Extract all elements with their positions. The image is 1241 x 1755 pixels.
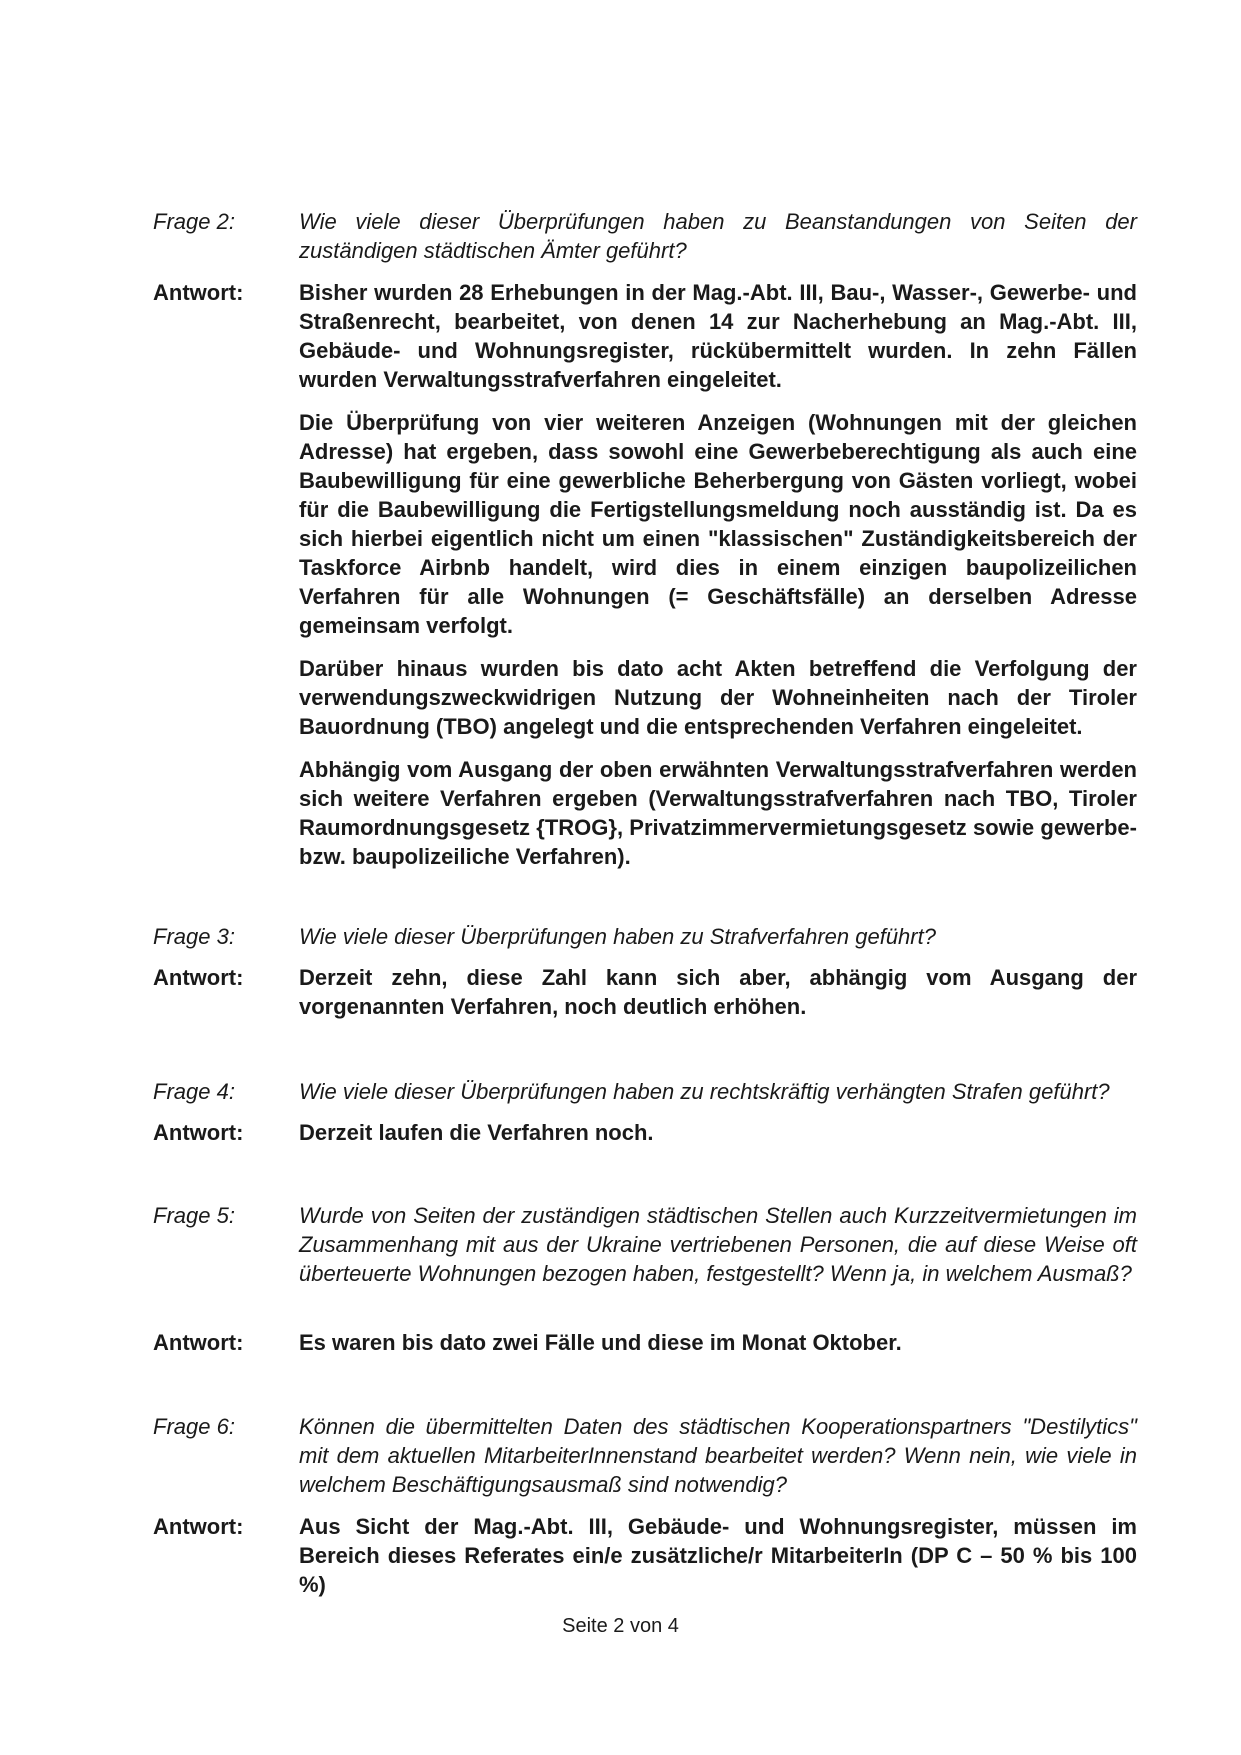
answer-text: Derzeit laufen die Verfahren noch. bbox=[299, 1120, 654, 1145]
answer-label: Antwort: bbox=[153, 1330, 244, 1355]
answer-3 bbox=[153, 963, 1138, 1021]
answer-label: Antwort: bbox=[153, 965, 244, 990]
question-text: Wie viele dieser Überprüfungen haben zu Strafverfahren geführt? bbox=[299, 924, 936, 949]
question-text: Wurde von Seiten der zuständigen städtischen Stellen auch Kurzzeitvermietungen im Zusammenhang mit aus der Ukraine vertriebenen Personen, die auf diese Weise oft überteuerte Wohnungen bezogen haben, festgestellt? Wenn ja, in welchem Ausmaß? bbox=[299, 1203, 1137, 1286]
question-text: Können die übermittelten Daten des städtischen Kooperationspartners "Destilytics" mit dem aktuellen MitarbeiterInnenstand bearbeitet werden? Wenn nein, wie viele in welchem Beschäftigungsausmaß sind notwendig? bbox=[299, 1414, 1137, 1497]
answer-label: Antwort: bbox=[153, 280, 244, 305]
answer-6 bbox=[153, 1512, 1138, 1599]
question-6 bbox=[153, 1412, 1138, 1499]
answer-5 bbox=[153, 1328, 1138, 1357]
question-4 bbox=[153, 1077, 1138, 1106]
question-text: Wie viele dieser Überprüfungen haben zu rechtskräftig verhängten Strafen geführt? bbox=[299, 1079, 1110, 1104]
question-text: Wie viele dieser Überprüfungen haben zu Beanstandungen von Seiten der zuständigen städtischen Ämter geführt? bbox=[299, 209, 1137, 263]
question-2 bbox=[153, 207, 1138, 265]
question-label: Frage 5: bbox=[153, 1203, 235, 1228]
answer-paragraph: Darüber hinaus wurden bis dato acht Akten betreffend die Verfolgung der verwendungszweckwidrigen Nutzung der Wohneinheiten nach der Tiroler Bauordnung (TBO) angelegt und die entsprechenden Verfahren eingeleitet. bbox=[299, 656, 1137, 739]
answer-2 bbox=[153, 278, 1138, 871]
question-label: Frage 4: bbox=[153, 1079, 235, 1104]
answer-paragraph: Bisher wurden 28 Erhebungen in der Mag.-Abt. III, Bau-, Wasser-, Gewerbe- und Straßenrecht, bearbeitet, von denen 14 zur Nacherhebung an Mag.-Abt. III, Gebäude- und Wohnungsregister, rückübermittelt wurden. In zehn Fällen wurden Verwaltungsstrafverfahren eingeleitet. bbox=[299, 280, 1137, 392]
answer-label: Antwort: bbox=[153, 1120, 244, 1145]
answer-text: Derzeit zehn, diese Zahl kann sich aber, abhängig vom Ausgang der vorgenannten Verfahren, noch deutlich erhöhen. bbox=[299, 965, 1137, 1019]
question-3 bbox=[153, 922, 1138, 951]
question-5 bbox=[153, 1201, 1138, 1288]
answer-4 bbox=[153, 1118, 1138, 1147]
question-label: Frage 2: bbox=[153, 209, 235, 234]
answer-body bbox=[299, 278, 1137, 871]
question-label: Frage 6: bbox=[153, 1414, 235, 1439]
question-label: Frage 3: bbox=[153, 924, 235, 949]
answer-text: Es waren bis dato zwei Fälle und diese im Monat Oktober. bbox=[299, 1330, 902, 1355]
answer-paragraph: Die Überprüfung von vier weiteren Anzeigen (Wohnungen mit der gleichen Adresse) hat ergeben, dass sowohl eine Gewerbeberechtigung als auch eine Baubewilligung für eine gewerbliche Beherbergung von Gästen vorliegt, wobei für die Baubewilligung die Fertigstellungsmeldung noch ausständig ist. Da es sich hierbei eigentlich nicht um einen "klassischen" Zuständigkeitsbereich der Taskforce Airbnb handelt, wird dies in einem einzigen baupolizeilichen Verfahren für alle Wohnungen (= Geschäftsfälle) an derselben Adresse gemeinsam verfolgt. bbox=[299, 410, 1137, 638]
page-number: Seite 2 von 4 bbox=[562, 1615, 679, 1637]
answer-text: Aus Sicht der Mag.-Abt. III, Gebäude- und Wohnungsregister, müssen im Bereich dieses Referates ein/e zusätzliche/r MitarbeiterIn (DP C – 50 % bis 100 %) bbox=[299, 1514, 1137, 1597]
answer-paragraph: Abhängig vom Ausgang der oben erwähnten Verwaltungsstrafverfahren werden sich weitere Verfahren ergeben (Verwaltungsstrafverfahren nach TBO, Tiroler Raumordnungsgesetz {TROG}, Privatzimmervermietungsgesetz sowie gewerbe- bzw. baupolizeiliche Verfahren). bbox=[299, 757, 1137, 869]
answer-label: Antwort: bbox=[153, 1514, 244, 1539]
